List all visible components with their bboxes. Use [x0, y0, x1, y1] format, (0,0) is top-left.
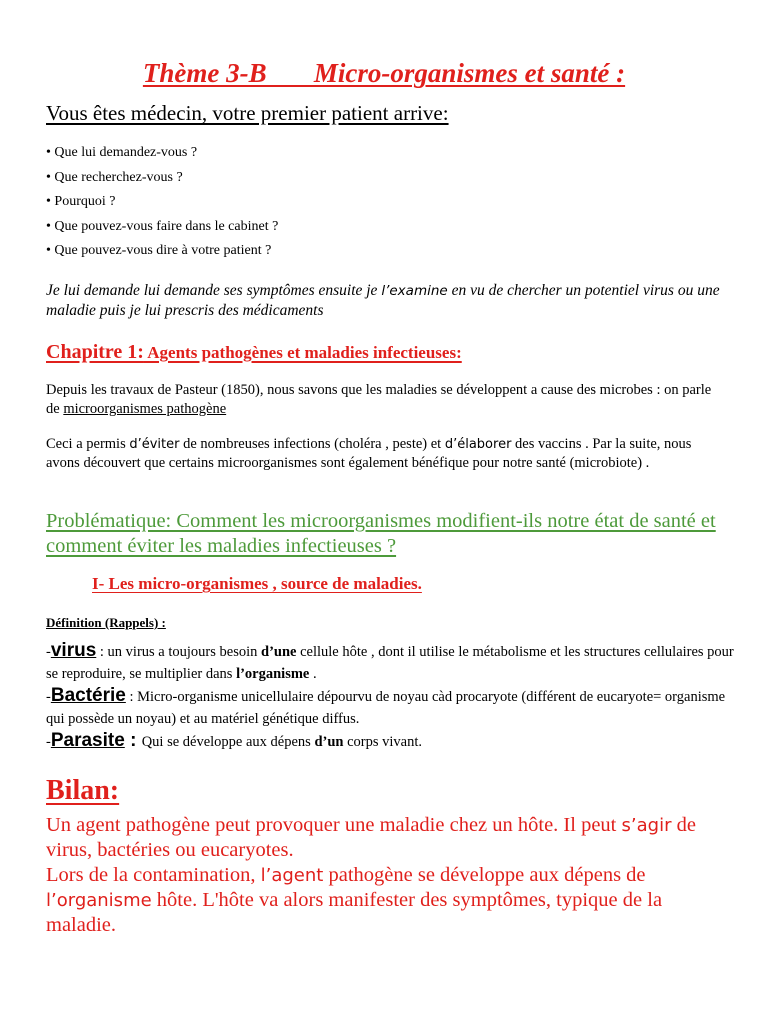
chapter-label: Chapitre 1:: [46, 341, 144, 363]
bilan-text: [46, 813, 736, 938]
definition-text: d’une: [261, 644, 297, 660]
term-virus: virus: [50, 640, 97, 661]
bilan-text-part: l’organisme: [46, 890, 152, 911]
page-title: Thème 3-B Micro-organismes et santé :: [142, 58, 626, 88]
bilan-text-part: Lors de la contamination,: [46, 864, 261, 886]
definition-bacterie: [46, 685, 736, 730]
definition-virus: [46, 640, 736, 685]
definition-heading: Définition (Rappels) :: [46, 615, 166, 630]
paragraph-text: des vaccins . Par la suite, nous avons découvert que certains microorganismes sont également bénéfique pour notre santé (microbiote) .: [46, 436, 692, 471]
definition-text: corps vivant.: [343, 734, 422, 750]
definition-parasite: [46, 730, 736, 753]
paragraph-text: Depuis les travaux de Pasteur (1850), nous savons que les maladies se développent a cause des microbes : on parle de: [46, 382, 712, 417]
question-item: • Que lui demandez-vous ?: [46, 145, 198, 160]
answer-text: en vu de chercher un potentiel virus ou une maladie puis je lui prescris des médicaments: [46, 282, 720, 319]
bilan-text-part: s’agir: [621, 815, 672, 836]
bilan-heading: Bilan:: [46, 775, 120, 806]
paragraph-text: de nombreuses infections (choléra , peste) et: [179, 436, 445, 452]
paragraph-text: d’éviter: [129, 437, 180, 452]
underlined-term: microorganismes pathogène: [63, 401, 227, 417]
definition-text: : un virus a toujours besoin: [96, 644, 261, 660]
definition-text: : Micro-organisme unicellulaire dépourvu de noyau càd procaryote (différent de eucaryote= organisme qui possède un noyau) et au matériel génétique diffus.: [46, 689, 726, 727]
definition-text: .: [309, 666, 317, 682]
definition-text: d’un: [314, 734, 344, 750]
paragraph-vaccines: [46, 435, 726, 473]
dash: -: [46, 689, 51, 705]
section-heading: I- Les micro-organismes , source de maladies.: [92, 574, 422, 593]
bilan-text-part: Un agent pathogène peut provoquer une maladie chez un hôte. Il peut: [46, 814, 622, 836]
question-item: • Que pouvez-vous dire à votre patient ?: [46, 243, 272, 259]
definition-list: [46, 640, 736, 753]
bilan-paragraph: [46, 813, 736, 863]
definition-colon: :: [124, 730, 142, 751]
bilan-text-part: de virus, bactéries ou eucaryotes.: [46, 814, 696, 861]
bilan-text-part: hôte. L'hôte va alors manifester des symptômes, typique de la maladie.: [46, 889, 663, 936]
problematique: Problématique: Comment les microorganismes modifient-ils notre état de santé et comment éviter les maladies infectieuses ?: [46, 510, 716, 557]
question-item: • Pourquoi ?: [46, 194, 116, 210]
definition-text: cellule hôte , dont il utilise le métabolisme et les structures cellulaires pour se reproduire, se multiplier dans: [46, 644, 734, 682]
definition-text: l’organisme: [236, 666, 310, 682]
chapter-heading: [46, 338, 462, 365]
intro-text: Vous êtes médecin, votre premier patient arrive:: [46, 101, 449, 125]
paragraph-pasteur: [46, 381, 726, 419]
question-item: • Que recherchez-vous ?: [46, 169, 183, 185]
student-answer: [46, 281, 726, 320]
question-list: [46, 143, 278, 266]
term-parasite: Parasite: [50, 730, 125, 751]
bilan-text-part: pathogène se développe aux dépens de: [323, 864, 646, 886]
bilan-paragraph: [46, 863, 736, 938]
dash: -: [46, 734, 51, 750]
term-bacterie: Bactérie: [50, 685, 126, 706]
answer-text: Je lui demande lui demande ses symptômes ensuite je: [46, 282, 382, 299]
definition-text: Qui se développe aux dépens: [141, 734, 315, 750]
paragraph-text: d’élaborer: [444, 437, 512, 452]
question-item: • Que pouvez-vous faire dans le cabinet ?: [46, 218, 279, 234]
paragraph-text: Ceci a permis: [46, 436, 130, 452]
chapter-title: Agents pathogènes et maladies infectieuses:: [143, 343, 462, 362]
bilan-text-part: l’agent: [260, 865, 324, 886]
answer-text: l’examine: [381, 283, 448, 299]
dash: -: [46, 644, 51, 660]
